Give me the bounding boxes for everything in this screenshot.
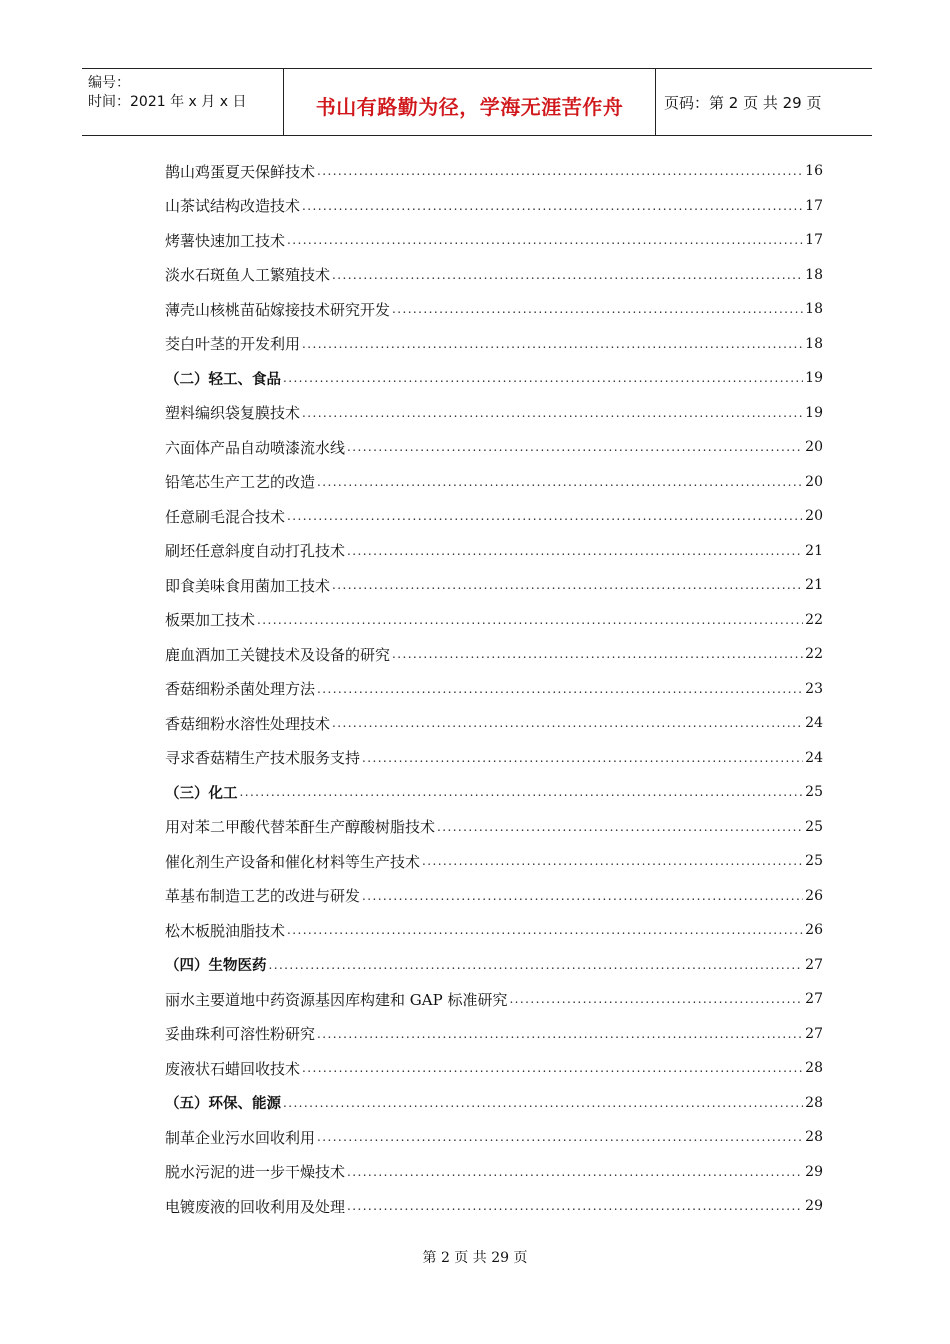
toc-page-number: 28 xyxy=(805,1060,823,1077)
toc-dot-leader xyxy=(422,852,803,870)
toc-dot-leader xyxy=(287,507,803,525)
toc-entry-title: 鹊山鸡蛋夏天保鲜技术 xyxy=(165,162,316,181)
toc-dot-leader xyxy=(332,714,803,732)
toc-entry[interactable] xyxy=(165,327,823,362)
toc-entry[interactable] xyxy=(165,258,823,293)
toc-dot-leader xyxy=(347,1197,803,1215)
toc-page-number: 25 xyxy=(805,853,823,870)
document-id-label: 编号： xyxy=(88,75,130,91)
toc-entry[interactable] xyxy=(165,982,823,1017)
toc-entry-title: 丽水主要道地中药资源基因库构建和 GAP 标准研究 xyxy=(165,990,508,1009)
toc-entry-title: 烤薯快速加工技术 xyxy=(165,231,286,250)
toc-entry-title: 山茶试结构改造技术 xyxy=(165,197,301,216)
toc-page-number: 27 xyxy=(805,991,823,1008)
toc-dot-leader xyxy=(362,749,803,767)
toc-entry[interactable] xyxy=(165,223,823,258)
toc-entry-title: 任意刷毛混合技术 xyxy=(165,507,286,526)
toc-dot-leader xyxy=(302,404,803,422)
toc-entry-title: 松木板脱油脂技术 xyxy=(165,921,286,940)
toc-entry[interactable] xyxy=(165,430,823,465)
toc-section-heading[interactable] xyxy=(165,775,823,810)
toc-dot-leader xyxy=(269,956,804,974)
toc-entry-title: 革基布制造工艺的改进与研发 xyxy=(165,887,361,906)
toc-entry[interactable] xyxy=(165,396,823,431)
toc-page-number: 28 xyxy=(805,1129,823,1146)
toc-entry[interactable] xyxy=(165,1120,823,1155)
toc-dot-leader xyxy=(317,1025,803,1043)
toc-section-heading[interactable] xyxy=(165,1086,823,1121)
toc-page-number: 22 xyxy=(805,611,823,628)
document-time-label: 时间：2021 年 x 月 x 日 xyxy=(88,94,247,110)
toc-page-number: 28 xyxy=(805,1094,823,1111)
toc-page-number: 18 xyxy=(805,335,823,352)
table-of-contents xyxy=(165,154,823,1224)
toc-entry-title: （三）化工 xyxy=(165,785,238,802)
toc-entry[interactable] xyxy=(165,568,823,603)
toc-page-number: 22 xyxy=(805,646,823,663)
header-motto-cell xyxy=(284,69,656,135)
toc-entry[interactable] xyxy=(165,499,823,534)
toc-entry-title: 废液状石蜡回收技术 xyxy=(165,1059,301,1078)
toc-page-number: 26 xyxy=(805,887,823,904)
toc-dot-leader xyxy=(287,231,803,249)
toc-page-number: 17 xyxy=(805,197,823,214)
toc-entry-title: 香菇细粉水溶性处理技术 xyxy=(165,714,331,733)
toc-entry[interactable] xyxy=(165,810,823,845)
toc-entry[interactable] xyxy=(165,913,823,948)
toc-entry-title: 铅笔芯生产工艺的改造 xyxy=(165,473,316,492)
toc-dot-leader xyxy=(283,1094,803,1112)
toc-entry[interactable] xyxy=(165,1155,823,1190)
toc-dot-leader xyxy=(509,990,803,1008)
toc-entry-title: 妥曲珠利可溶性粉研究 xyxy=(165,1025,316,1044)
header-motto: 书山有路勤为径，学海无涯苦作舟 xyxy=(315,94,624,119)
toc-entry-title: 用对苯二甲酸代替苯酐生产醇酸树脂技术 xyxy=(165,818,436,837)
toc-dot-leader xyxy=(347,1163,803,1181)
toc-entry[interactable] xyxy=(165,154,823,189)
toc-entry[interactable] xyxy=(165,741,823,776)
toc-entry-title: 电镀废液的回收利用及处理 xyxy=(165,1197,346,1216)
toc-page-number: 27 xyxy=(805,1025,823,1042)
toc-page-number: 18 xyxy=(805,266,823,283)
page-header xyxy=(82,68,872,136)
toc-page-number: 29 xyxy=(805,1198,823,1215)
toc-page-number: 19 xyxy=(805,404,823,421)
toc-dot-leader xyxy=(347,438,803,456)
toc-entry[interactable] xyxy=(165,844,823,879)
toc-page-number: 20 xyxy=(805,508,823,525)
toc-entry[interactable] xyxy=(165,465,823,500)
toc-page-number: 24 xyxy=(805,749,823,766)
toc-dot-leader xyxy=(302,335,803,353)
page-footer: 第 2 页 共 29 页 xyxy=(422,1250,528,1266)
toc-entry[interactable] xyxy=(165,879,823,914)
toc-dot-leader xyxy=(302,1059,803,1077)
toc-section-heading[interactable] xyxy=(165,948,823,983)
toc-page-number: 26 xyxy=(805,922,823,939)
toc-dot-leader xyxy=(332,576,803,594)
toc-page-number: 21 xyxy=(805,577,823,594)
toc-entry-title: 催化剂生产设备和催化材料等生产技术 xyxy=(165,852,421,871)
toc-entry[interactable] xyxy=(165,672,823,707)
toc-entry[interactable] xyxy=(165,603,823,638)
toc-page-number: 25 xyxy=(805,784,823,801)
toc-entry-title: 刷坯任意斜度自动打孔技术 xyxy=(165,542,346,561)
toc-page-number: 17 xyxy=(805,232,823,249)
toc-section-heading[interactable] xyxy=(165,361,823,396)
toc-dot-leader xyxy=(362,887,803,905)
toc-entry[interactable] xyxy=(165,1017,823,1052)
toc-dot-leader xyxy=(437,818,803,836)
header-meta-cell xyxy=(82,69,284,135)
toc-entry-title: 六面体产品自动喷漆流水线 xyxy=(165,438,346,457)
toc-dot-leader xyxy=(392,300,803,318)
toc-dot-leader xyxy=(302,197,803,215)
toc-entry[interactable] xyxy=(165,706,823,741)
toc-dot-leader xyxy=(283,369,803,387)
toc-page-number: 25 xyxy=(805,818,823,835)
toc-page-number: 21 xyxy=(805,542,823,559)
toc-dot-leader xyxy=(317,473,803,491)
toc-entry-title: （二）轻工、食品 xyxy=(165,371,281,388)
toc-dot-leader xyxy=(317,162,803,180)
toc-entry-title: 香菇细粉杀菌处理方法 xyxy=(165,680,316,699)
toc-dot-leader xyxy=(317,1128,803,1146)
toc-page-number: 20 xyxy=(805,473,823,490)
header-page-cell xyxy=(656,69,872,135)
toc-dot-leader xyxy=(240,783,804,801)
toc-entry-title: 寻求香菇精生产技术服务支持 xyxy=(165,749,361,768)
toc-dot-leader xyxy=(332,266,803,284)
toc-entry[interactable] xyxy=(165,1051,823,1086)
toc-entry[interactable] xyxy=(165,637,823,672)
toc-entry[interactable] xyxy=(165,1189,823,1224)
toc-page-number: 29 xyxy=(805,1163,823,1180)
toc-entry[interactable] xyxy=(165,292,823,327)
header-page-label: 页码：第 2 页 共 29 页 xyxy=(664,93,822,112)
toc-page-number: 18 xyxy=(805,301,823,318)
toc-entry-title: 塑料编织袋复膜技术 xyxy=(165,404,301,423)
toc-page-number: 24 xyxy=(805,715,823,732)
toc-entry-title: 即食美味食用菌加工技术 xyxy=(165,576,331,595)
toc-dot-leader xyxy=(347,542,803,560)
toc-page-number: 27 xyxy=(805,956,823,973)
toc-dot-leader xyxy=(287,921,803,939)
toc-entry-title: 茭白叶茎的开发利用 xyxy=(165,335,301,354)
toc-entry-title: 脱水污泥的进一步干燥技术 xyxy=(165,1163,346,1182)
toc-page-number: 23 xyxy=(805,680,823,697)
toc-entry-title: （四）生物医药 xyxy=(165,958,267,975)
toc-entry-title: （五）环保、能源 xyxy=(165,1096,281,1113)
toc-dot-leader xyxy=(317,680,803,698)
toc-entry-title: 鹿血酒加工关键技术及设备的研究 xyxy=(165,645,391,664)
toc-page-number: 16 xyxy=(805,163,823,180)
toc-page-number: 19 xyxy=(805,370,823,387)
toc-dot-leader xyxy=(257,611,803,629)
toc-entry-title: 板栗加工技术 xyxy=(165,611,256,630)
toc-entry[interactable] xyxy=(165,534,823,569)
toc-entry[interactable] xyxy=(165,189,823,224)
toc-entry-title: 薄壳山核桃苗砧嫁接技术研究开发 xyxy=(165,300,391,319)
toc-entry-title: 淡水石斑鱼人工繁殖技术 xyxy=(165,266,331,285)
toc-entry-title: 制革企业污水回收利用 xyxy=(165,1128,316,1147)
toc-dot-leader xyxy=(392,645,803,663)
toc-page-number: 20 xyxy=(805,439,823,456)
